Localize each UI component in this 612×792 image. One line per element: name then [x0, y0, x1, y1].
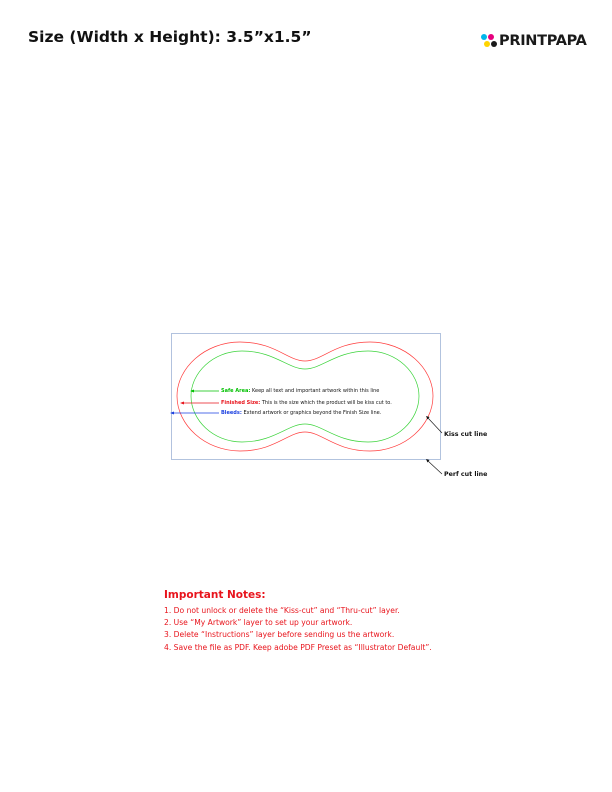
notes-title: Important Notes:: [164, 589, 266, 601]
logo-dot-black-icon: [491, 41, 497, 47]
cut-lines-graphic: [160, 330, 500, 485]
size-title: Size (Width x Height): 3.5”x1.5”: [28, 28, 312, 46]
legend-safe-area: [221, 388, 379, 394]
logo-dot-yellow-icon: [484, 41, 490, 47]
note-item: 3. Delete “Instructions” layer before sending us the artwork.: [164, 630, 395, 640]
legend-finished-size-text: This is the size which the product will be kiss cut to.: [260, 400, 392, 406]
printpapa-logo: [481, 32, 591, 52]
bleed-box: [172, 334, 441, 460]
notes-list: [164, 605, 584, 654]
perf-cut-pointer: [428, 461, 442, 474]
important-notes: [164, 589, 584, 654]
legend-finished-size: [221, 400, 392, 406]
perf-cut-label: Perf cut line: [444, 471, 488, 478]
legend-bleeds: [221, 410, 381, 416]
note-item: 1. Do not unlock or delete the “Kiss-cut” and “Thru-cut” layer.: [164, 606, 400, 615]
bleeds-arrowhead-icon: [170, 412, 174, 415]
logo-dot-magenta-icon: [488, 34, 494, 40]
kiss-cut-pointer: [428, 418, 442, 433]
kiss-cut-line: [177, 342, 433, 451]
legend-safe-area-label: Safe Area:: [221, 388, 251, 394]
safe-area-arrowhead-icon: [190, 390, 194, 393]
legend-bleeds-label: Bleeds:: [221, 410, 242, 416]
logo-dot-cyan-icon: [481, 34, 487, 40]
legend-finished-size-label: Finished Size:: [221, 400, 261, 406]
legend-safe-area-text: Keep all text and important artwork within this line: [250, 388, 380, 394]
finished-size-arrowhead-icon: [180, 402, 184, 405]
safe-area-line: [191, 351, 419, 442]
logo-text: PRINTPAPA: [499, 33, 587, 49]
note-item: 4. Save the file as PDF. Keep adobe PDF Preset as “Illustrator Default”.: [164, 642, 432, 652]
sticker-template-diagram: [160, 330, 500, 485]
kiss-cut-label: Kiss cut line: [444, 431, 488, 438]
note-item: 2. Use “My Artwork” layer to set up your artwork.: [164, 618, 353, 628]
legend-bleeds-text: Extend artwork or graphics beyond the Finish Size line.: [241, 410, 382, 416]
